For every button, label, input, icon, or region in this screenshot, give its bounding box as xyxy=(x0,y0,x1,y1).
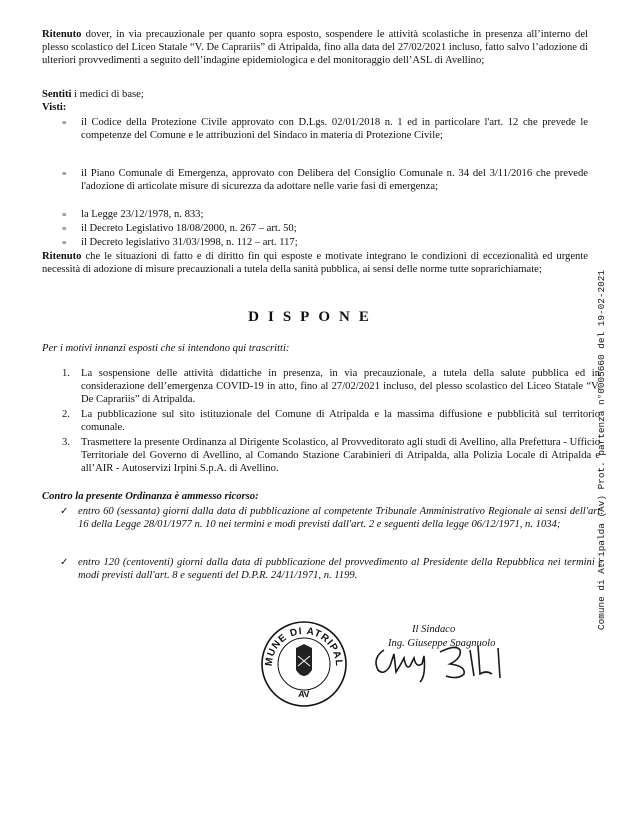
disposition-number: 2. xyxy=(62,409,70,420)
dispone-heading: DISPONE xyxy=(248,309,378,325)
disposition-number: 3. xyxy=(62,437,70,448)
sentiti-label: Sentiti xyxy=(42,89,72,100)
sentiti-text: i medici di base; xyxy=(74,89,144,100)
bullet-icon: ≡ xyxy=(62,118,67,127)
signature-scribble-icon xyxy=(370,636,530,684)
check-icon: ✓ xyxy=(60,557,69,568)
disposition-number: 1. xyxy=(62,368,70,379)
signature-name: Ing. Giuseppe Spagnuolo xyxy=(388,638,496,649)
visti-label: Visti: xyxy=(42,102,67,113)
document-page: Ritenuto dover, in via precauzionale per quanto sopra esposto, sospendere le attività scolastiche in presenza all’interno del plesso scolastico del Liceo Statale “V. De Caprariis” di Atripalda, fino alla data del 27/02/2021 incluso, fatto salvo l’adozione di ulteriori provvedimenti a seguito dell’indagine epidemiologica e del monitoraggio dell’ASL di Avellino; Sentiti i medici di base; Visti: ≡ il Codice della Protezione Civile approvato con D.Lgs. 02/01/2018 n. 1 ed in particolare l'art. 12 che prevede le competenze del Comune e le attribuzioni del Sindaco in materia di Protezione Civile; ≡ il Piano Comunale di Emergenza, approvato con Delibera del Consiglio Comunale n. 34 del 3/11/2016 che prevede l'adozione di articolate misure di sicurezza da adottare nelle varie fasi di emergenza; ≡ la Legge 23/12/1978, n. 833; ≡ il Decreto Legislativo 18/08/2000, n. 267 – art. 50; ≡ il Decreto legislativo 31/03/1998, n. 112 – art. 117; Ritenuto che le situazioni di fatto e di diritto fin qui esposte e motivate integrano le condizioni di eccezionalità ed urgente necessità di adozione di misure precauzionali a tutela della sanità pubblica, ai sensi delle norme tutte soprarichiamate; DISPONE Per i motivi innanzi esposti che si intendono qui trascritti: 1. La sospensione delle attività didattiche in presenza, in via precauzionale, a tutela della salute pubblica ed in considerazione dell’emergenza COVID-19 in atto, fino al 27/02/2021 incluso, del plesso scolastico del Liceo Statale “V. De Caprariis” di Atripalda. 2. La pubblicazione sul sito istituzionale del Comune di Atripalda e la massima diffusione e pubblicità sul territorio comunale. 3. Trasmettere la presente Ordinanza al Dirigente Scolastico, al Provveditorato agli studi di Avellino, alla Prefettura - Ufficio Territoriale del Governo di Avellino, al Comando Stazione Carabinieri di Atripalda, alla Polizia Locale di Atripalda e all’AIR - Autoservizi Irpini S.p.A. di Avellino. Contro la presente Ordinanza è ammesso ricorso: ✓ entro 60 (sessanta) giorni dalla data di pubblicazione al competente Tribunale Amministrativo Regionale ai sensi dell'art. 16 della Legge 28/01/1977 n. 10 nei termini e modi previsti dall'art. 2 e seguenti della legge 06/12/1971, n. 1034; ✓ entro 120 (centoventi) giorni dalla data di pubblicazione del provvedimento al Presidente della Repubblica nei termini e modi previsti dall'art. 8 e seguenti del D.P.R. 24/11/1971, n. 1199. MUNE DI ATRIPAL AV Il Sindaco Ing. Giuseppe Spagnuolo Comune di Atripalda (Av) Prot. partenza n°0005660 del 19-02-2021 xyxy=(0,0,626,822)
ritenuto-paragraph-1 xyxy=(42,28,588,68)
stamp-seal-icon xyxy=(260,620,348,708)
bullet-icon: ≡ xyxy=(62,210,67,219)
ritenuto-label-2: Ritenuto xyxy=(42,251,82,262)
ritenuto-label-1: Ritenuto xyxy=(42,29,82,40)
ritenuto-text-1: dover, in via precauzionale per quanto sopra esposto, sospendere le attività scolastiche in presenza all’interno del plesso scolastico del Liceo Statale “V. De Caprariis” di Atripalda, fino alla data del 27/02/2021 incluso, fatto salvo l’adozione di ulteriori provvedimenti a seguito dell’indagine epidemiologica e del monitoraggio dell’ASL di Avellino; xyxy=(42,29,588,67)
bullet-icon: ≡ xyxy=(62,169,67,178)
check-icon: ✓ xyxy=(60,506,69,517)
signature-role: Il Sindaco xyxy=(412,624,456,635)
municipal-stamp xyxy=(260,620,348,708)
svg-text:COMUNE DI ATRIPALDA: MUNE DI ATRIPAL xyxy=(263,625,345,668)
ricorso-title: Contro la presente Ordinanza è ammesso ricorso: xyxy=(42,491,259,502)
sentiti-paragraph xyxy=(42,88,588,101)
protocol-side-note: Comune di Atripalda (Av) Prot. partenza n°0005660 del 19-02-2021 xyxy=(596,269,607,630)
ritenuto-paragraph-2 xyxy=(42,250,588,276)
handwritten-signature xyxy=(370,636,530,684)
bullet-icon: ≡ xyxy=(62,238,67,247)
bullet-icon: ≡ xyxy=(62,224,67,233)
motivi-line: Per i motivi innanzi esposti che si intendono qui trascritti: xyxy=(42,343,290,354)
ritenuto-text-2: che le situazioni di fatto e di diritto fin qui esposte e motivate integrano le condizioni di eccezionalità ed urgente necessità di adozione di misure precauzionali a tutela della sanità pubblica, ai sensi delle norme tutte soprarichiamate; xyxy=(42,251,588,276)
svg-text:AV: AV xyxy=(297,688,311,700)
